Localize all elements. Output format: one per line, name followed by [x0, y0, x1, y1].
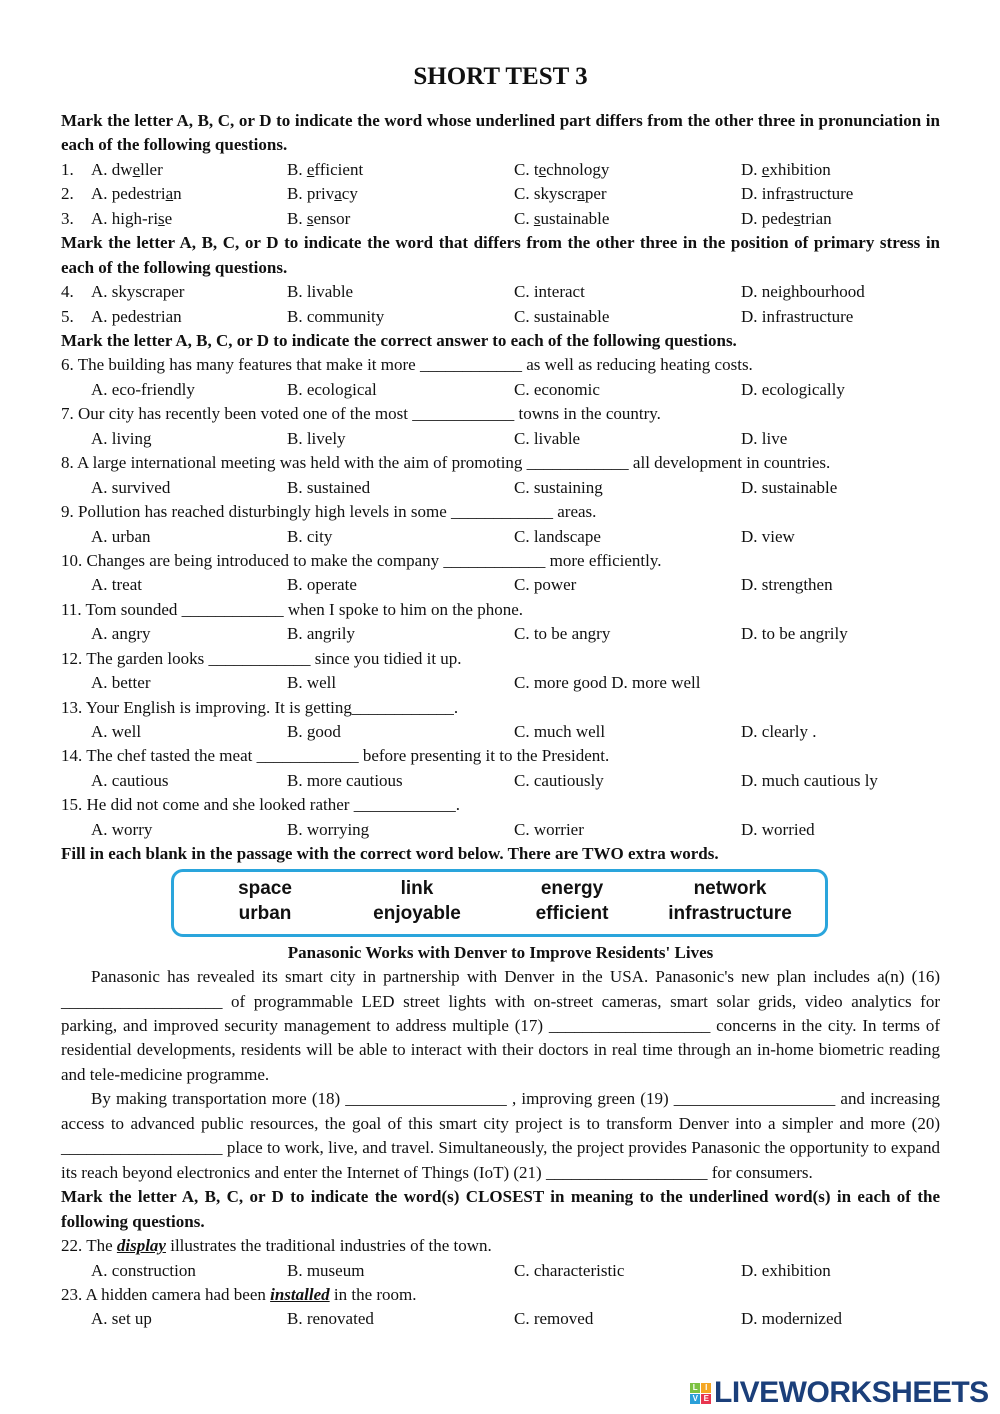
options-row	[61, 1307, 940, 1331]
option-c: C. economic	[514, 379, 600, 399]
option-d: D. strengthen	[741, 575, 833, 595]
option-d: D. live	[741, 428, 788, 448]
option-text: C. skyscr	[514, 184, 578, 204]
underlined-part: s	[306, 208, 314, 228]
underlined-part: e	[306, 159, 315, 179]
option-a: A. better	[91, 673, 151, 693]
option-c: C. much well	[514, 722, 606, 742]
option-c: C. worrier	[514, 819, 584, 839]
options-row	[61, 280, 940, 304]
option-d: D. clearly .	[741, 722, 817, 742]
logo-letter: I	[701, 1383, 711, 1393]
option-text: fficient	[314, 159, 364, 179]
options-row	[61, 158, 940, 182]
option-c: C. interact	[514, 282, 585, 302]
option-text: B.	[287, 159, 307, 179]
option-c: C. power	[514, 575, 577, 595]
stem-text: in the room.	[329, 1284, 417, 1304]
option-d: D. exhibition	[741, 1260, 831, 1280]
word-option: network	[693, 877, 767, 899]
question-stem: 13. Your English is improving. It is getting____________.	[61, 697, 459, 717]
option-d	[741, 158, 831, 182]
option-a: A. set up	[91, 1309, 152, 1329]
option-text: A. dw	[91, 159, 133, 179]
question-stem: 11. Tom sounded ____________ when I spoke to him on the phone.	[61, 599, 524, 619]
instruction: Mark the letter A, B, C, or D to indicate the correct answer to each of the following questions.	[61, 331, 737, 350]
question-stem: 15. He did not come and she looked rather ____________.	[61, 795, 460, 815]
option-b: B. museum	[287, 1260, 365, 1280]
option-d: D. sustainable	[741, 477, 838, 497]
option-b: B. operate	[287, 575, 357, 595]
question-number: 3.	[61, 208, 74, 228]
option-text: trian	[800, 208, 832, 228]
option-d: D. modernized	[741, 1309, 843, 1329]
option-text: B. priv	[287, 184, 335, 204]
instruction: Mark the letter A, B, C, or D to indicate the word whose underlined part differs from the other three in pronunciation in each of the following questions.	[61, 111, 940, 155]
options-row	[61, 671, 940, 695]
question-stem: 9. Pollution has reached disturbingly high levels in some ____________ areas.	[61, 502, 597, 522]
option-text: n	[173, 184, 182, 204]
option-a: A. eco-friendly	[91, 379, 195, 399]
option-a	[91, 182, 182, 206]
underlined-part: s	[793, 208, 801, 228]
question-number: 1.	[61, 159, 74, 179]
passage-paragraph: Panasonic has revealed its smart city in partnership with Denver in the USA. Panasonic's new plan includes a(n) (16) ___________________ of programmable LED street lights with on-street cameras, smart solar grids, video analytics for parking, and improved security management to address multiple (17) ___________________ concerns in the city. In terms of residential developments, residents will be able to interact with their doctors in real time through an in-home biometric reading and tele-medicine programme.	[61, 967, 940, 1084]
page-title: SHORT TEST 3	[413, 63, 588, 90]
question-number: 2.	[61, 184, 74, 204]
question-stem	[61, 1283, 940, 1307]
passage-title: Panasonic Works with Denver to Improve Residents' Lives	[287, 942, 714, 962]
option-c: C. characteristic	[514, 1260, 625, 1280]
option-a: A. survived	[91, 477, 171, 497]
logo-text: LIVEWORKSHEETS	[714, 1376, 989, 1409]
option-c	[514, 158, 609, 182]
option-text: D. pede	[741, 208, 794, 228]
option-text: ensor	[313, 208, 351, 228]
option-d	[741, 207, 832, 231]
option-text: ustainable	[540, 208, 610, 228]
option-a: A. pedestrian	[91, 306, 182, 326]
stem-text: 22. The	[61, 1236, 117, 1256]
option-text: per	[584, 184, 607, 204]
question-stem: 10. Changes are being introduced to make the company ____________ more efficiently.	[61, 550, 662, 570]
option-c: C. landscape	[514, 526, 601, 546]
option-a: A. cautious	[91, 770, 169, 790]
word-option: enjoyable	[373, 902, 461, 924]
underlined-part: a	[334, 184, 342, 204]
option-a: A. construction	[91, 1260, 196, 1280]
underlined-part: s	[533, 208, 541, 228]
instruction: Fill in each blank in the passage with the correct word below. There are TWO extra words.	[61, 844, 719, 864]
options-row	[61, 573, 940, 597]
option-d: D. neighbourhood	[741, 282, 865, 302]
option-c	[514, 182, 607, 206]
option-text: D. infr	[741, 184, 787, 204]
option-b: B. renovated	[287, 1309, 374, 1329]
options-row	[61, 427, 940, 451]
option-b: B. well	[287, 673, 337, 693]
question-number: 5.	[61, 306, 74, 326]
options-row	[61, 182, 940, 206]
option-a: A. treat	[91, 575, 142, 595]
option-b: B. ecological	[287, 379, 377, 399]
passage-paragraph: By making transportation more (18) ___________________ , improving green (19) ___________________ and increasing access to advanced public resources, the goal of this smart city project is to transform Denver into a simpler and more (20) ___________________ place to work, live, and travel. Simultaneously, the project provides Panasonic the opportunity to expand its reach beyond electronics and enter the Internet of Things (IoT) (21) ___________________ for consumers.	[61, 1089, 940, 1182]
option-d: D. much cautious ly	[741, 770, 878, 790]
logo-icon	[690, 1383, 711, 1404]
underlined-part: a	[577, 184, 585, 204]
option-text: A. high-ri	[91, 208, 159, 228]
option-c: C. to be angry	[514, 624, 611, 644]
option-text: A. pedestri	[91, 184, 166, 204]
liveworksheets-logo	[690, 1376, 989, 1410]
question-stem: 6. The building has many features that make it more ____________ as well as reducing heating costs.	[61, 355, 753, 375]
options-row	[61, 378, 940, 402]
options-row	[61, 769, 940, 793]
option-text: e	[164, 208, 173, 228]
option-b: B. worrying	[287, 819, 370, 839]
option-b: B. community	[287, 306, 385, 326]
word-box	[171, 869, 828, 937]
underlined-part: e	[132, 159, 141, 179]
underlined-word: installed	[270, 1284, 330, 1304]
option-b	[287, 207, 350, 231]
option-d: D. infrastructure	[741, 306, 854, 326]
option-c: C. more good D. more well	[514, 673, 701, 693]
question-stem: 7. Our city has recently been voted one of the most ____________ towns in the country.	[61, 404, 661, 424]
option-d: D. to be angrily	[741, 624, 848, 644]
option-a	[91, 207, 172, 231]
logo-letter: L	[690, 1383, 700, 1393]
option-b	[287, 182, 358, 206]
option-text: B.	[287, 208, 307, 228]
option-text: chnology	[546, 159, 610, 179]
options-row	[61, 1259, 940, 1283]
options-row	[61, 622, 940, 646]
option-text: cy	[341, 184, 358, 204]
option-a	[91, 158, 163, 182]
question-stem: 8. A large international meeting was held with the aim of promoting ____________ all development in countries.	[61, 453, 831, 473]
options-row	[61, 207, 940, 231]
option-text: xhibition	[769, 159, 831, 179]
logo-letter: V	[690, 1394, 700, 1404]
option-c	[514, 207, 609, 231]
stem-text: illustrates the traditional industries of the town.	[165, 1236, 492, 1256]
options-row	[61, 305, 940, 329]
underlined-part: e	[538, 159, 547, 179]
option-b: B. sustained	[287, 477, 371, 497]
option-b: B. more cautious	[287, 770, 403, 790]
option-c: C. sustainable	[514, 306, 610, 326]
option-d: D. ecologically	[741, 379, 845, 399]
question-number: 4.	[61, 282, 74, 302]
logo-letter: E	[701, 1394, 711, 1404]
instruction: Mark the letter A, B, C, or D to indicate the word that differs from the other three in the position of primary stress in each of the following questions.	[61, 233, 940, 277]
option-b: B. angrily	[287, 624, 355, 644]
option-text: C. t	[514, 159, 539, 179]
option-text: ller	[140, 159, 163, 179]
option-b: B. livable	[287, 282, 354, 302]
option-d: D. view	[741, 526, 795, 546]
instruction: Mark the letter A, B, C, or D to indicate the word(s) CLOSEST in meaning to the underlined word(s) in each of the following questions.	[61, 1187, 940, 1231]
option-text: structure	[793, 184, 854, 204]
word-option: infrastructure	[668, 902, 792, 924]
option-c: C. removed	[514, 1309, 594, 1329]
option-text: C.	[514, 208, 534, 228]
option-d	[741, 182, 853, 206]
option-a: A. well	[91, 722, 142, 742]
underlined-part: e	[761, 159, 770, 179]
option-b: B. city	[287, 526, 333, 546]
options-row	[61, 525, 940, 549]
options-row	[61, 818, 940, 842]
option-d: D. worried	[741, 819, 815, 839]
option-c: C. cautiously	[514, 770, 604, 790]
underlined-part: s	[158, 208, 165, 228]
options-row	[61, 720, 940, 744]
option-b: B. lively	[287, 428, 346, 448]
option-a: A. urban	[91, 526, 151, 546]
option-b	[287, 158, 363, 182]
word-option: urban	[238, 902, 292, 924]
stem-text: 23. A hidden camera had been	[61, 1284, 271, 1304]
question-stem: 14. The chef tasted the meat ____________ before presenting it to the President.	[61, 746, 610, 766]
option-a: A. living	[91, 428, 152, 448]
word-option: efficient	[535, 902, 609, 924]
underlined-part: a	[165, 184, 174, 204]
worksheet-page	[61, 0, 940, 1332]
option-b: B. good	[287, 722, 341, 742]
option-c: C. livable	[514, 428, 581, 448]
option-a: A. skyscraper	[91, 282, 185, 302]
underlined-part: a	[786, 184, 794, 204]
underlined-word: display	[116, 1236, 166, 1256]
question-stem: 12. The garden looks ____________ since you tidied it up.	[61, 648, 462, 668]
option-c: C. sustaining	[514, 477, 603, 497]
options-row	[61, 476, 940, 500]
option-a: A. worry	[91, 819, 153, 839]
word-option: space	[238, 877, 292, 899]
option-text: D.	[741, 159, 762, 179]
question-stem	[61, 1234, 940, 1258]
word-option: link	[400, 877, 434, 899]
option-a: A. angry	[91, 624, 151, 644]
word-option: energy	[540, 877, 604, 899]
